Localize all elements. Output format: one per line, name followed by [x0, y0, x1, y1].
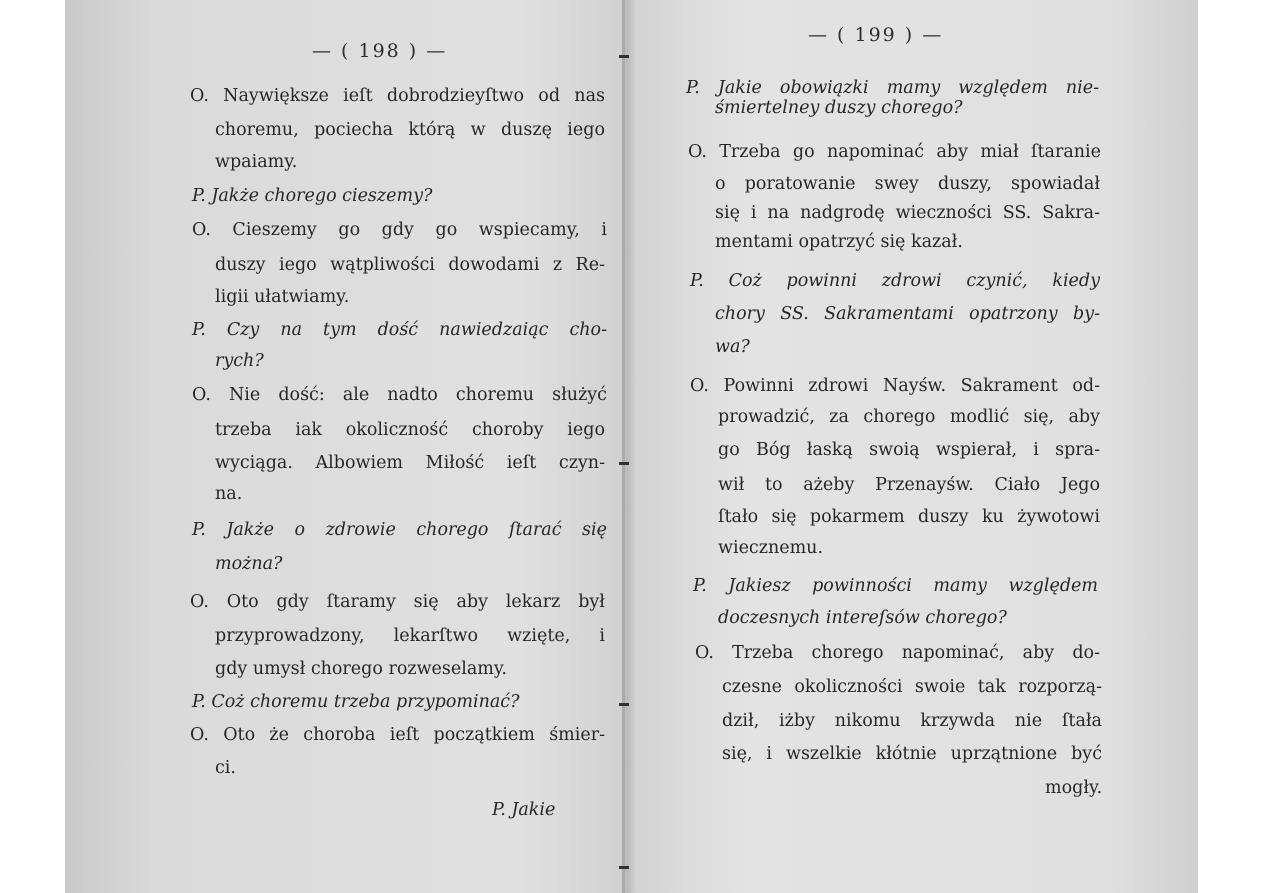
answer-line: O. Naywiększe ieſt dobrodzieyſtwo od nas	[190, 86, 605, 106]
question-line: P. Jakiesz powinności mamy względem	[693, 576, 1098, 596]
answer-line: dził, iżby nikomu krzywda nie ſtała	[722, 711, 1102, 731]
answer-line: prowadzić, za chorego modlić się, aby	[718, 407, 1100, 427]
answer-line: O. Oto że choroba ieſt początkiem śmier-	[190, 725, 605, 745]
answer-line: na.	[215, 484, 243, 504]
answer-line: ſtało się pokarmem duszy ku żywotowi	[718, 507, 1100, 527]
answer-line: O. Trzeba chorego napominać, aby do-	[695, 643, 1100, 663]
answer-line: gdy umysł chorego rozweselamy.	[215, 659, 507, 679]
question-line: P. Czy na tym dość nawiedzaiąc cho-	[192, 320, 607, 340]
answer-line: O. Powinni zdrowi Nayśw. Sakrament od-	[690, 376, 1100, 396]
answer-line: O. Nie dość: ale nadto choremu służyć	[192, 385, 607, 405]
question-line: można?	[215, 554, 283, 574]
question-line: śmiertelney duszy chorego?	[715, 98, 963, 118]
question-line: P. Jakże chorego cieszemy?	[192, 186, 433, 206]
answer-line: ligii ułatwiamy.	[215, 287, 350, 307]
answer-line: wiecznemu.	[718, 538, 824, 558]
answer-line: wił to ażeby Przenayśw. Ciało Jego	[718, 475, 1100, 495]
answer-line: wpaiamy.	[215, 152, 298, 172]
answer-line: się i na nadgrodę wieczności SS. Sakra-	[715, 203, 1100, 223]
page-number-right: — ( 199 ) —	[808, 24, 944, 46]
answer-line: mentami opatrzyć się kazał.	[715, 232, 963, 252]
question-line: P. Jakie	[492, 800, 556, 820]
answer-line: przyprowadzony, lekarſtwo wzięte, i	[215, 626, 605, 646]
answer-line: o poratowanie swey duszy, spowiadał	[715, 174, 1100, 194]
question-line: chory SS. Sakramentami opatrzony by-	[715, 304, 1100, 324]
binding-stitch	[619, 55, 629, 58]
answer-line: O. Trzeba go napominać aby miał ſtaranie	[688, 142, 1101, 162]
binding-stitch	[619, 866, 629, 869]
page-number-left: — ( 198 ) —	[312, 40, 448, 62]
answer-line: choremu, pociecha którą w duszę iego	[215, 120, 605, 140]
answer-line: duszy iego wątpliwości dowodami z Re-	[215, 255, 605, 275]
book-gutter	[622, 0, 625, 893]
question-line: P. Jakże o zdrowie chorego ſtarać się	[192, 520, 607, 540]
answer-line: trzeba iak okoliczność choroby iego	[215, 420, 605, 440]
answer-line: O. Oto gdy ſtaramy się aby lekarz był	[190, 592, 605, 612]
answer-line: czesne okoliczności swoie tak rozporzą-	[722, 677, 1102, 697]
question-line: rych?	[215, 351, 264, 371]
question-line: doczesnych intereſsów chorego?	[718, 608, 1007, 628]
answer-line: się, i wszelkie kłótnie uprzątnione być	[722, 744, 1102, 764]
binding-stitch	[619, 462, 629, 465]
binding-stitch	[619, 703, 629, 706]
answer-line: ci.	[215, 758, 236, 778]
answer-line: mogły.	[1045, 778, 1103, 798]
answer-line: wyciąga. Albowiem Miłość ieſt czyn-	[215, 453, 605, 473]
question-line: P. Jakie obowiązki mamy względem nie-	[686, 78, 1099, 98]
question-line: wa?	[715, 337, 750, 357]
question-line: P. Coż choremu trzeba przypominać?	[192, 692, 520, 712]
answer-line: go Bóg łaską swoią wspierał, i spra-	[718, 440, 1100, 460]
question-line: P. Coż powinni zdrowi czynić, kiedy	[690, 271, 1100, 291]
answer-line: O. Cieszemy go gdy go wspiecamy, i	[192, 220, 607, 240]
